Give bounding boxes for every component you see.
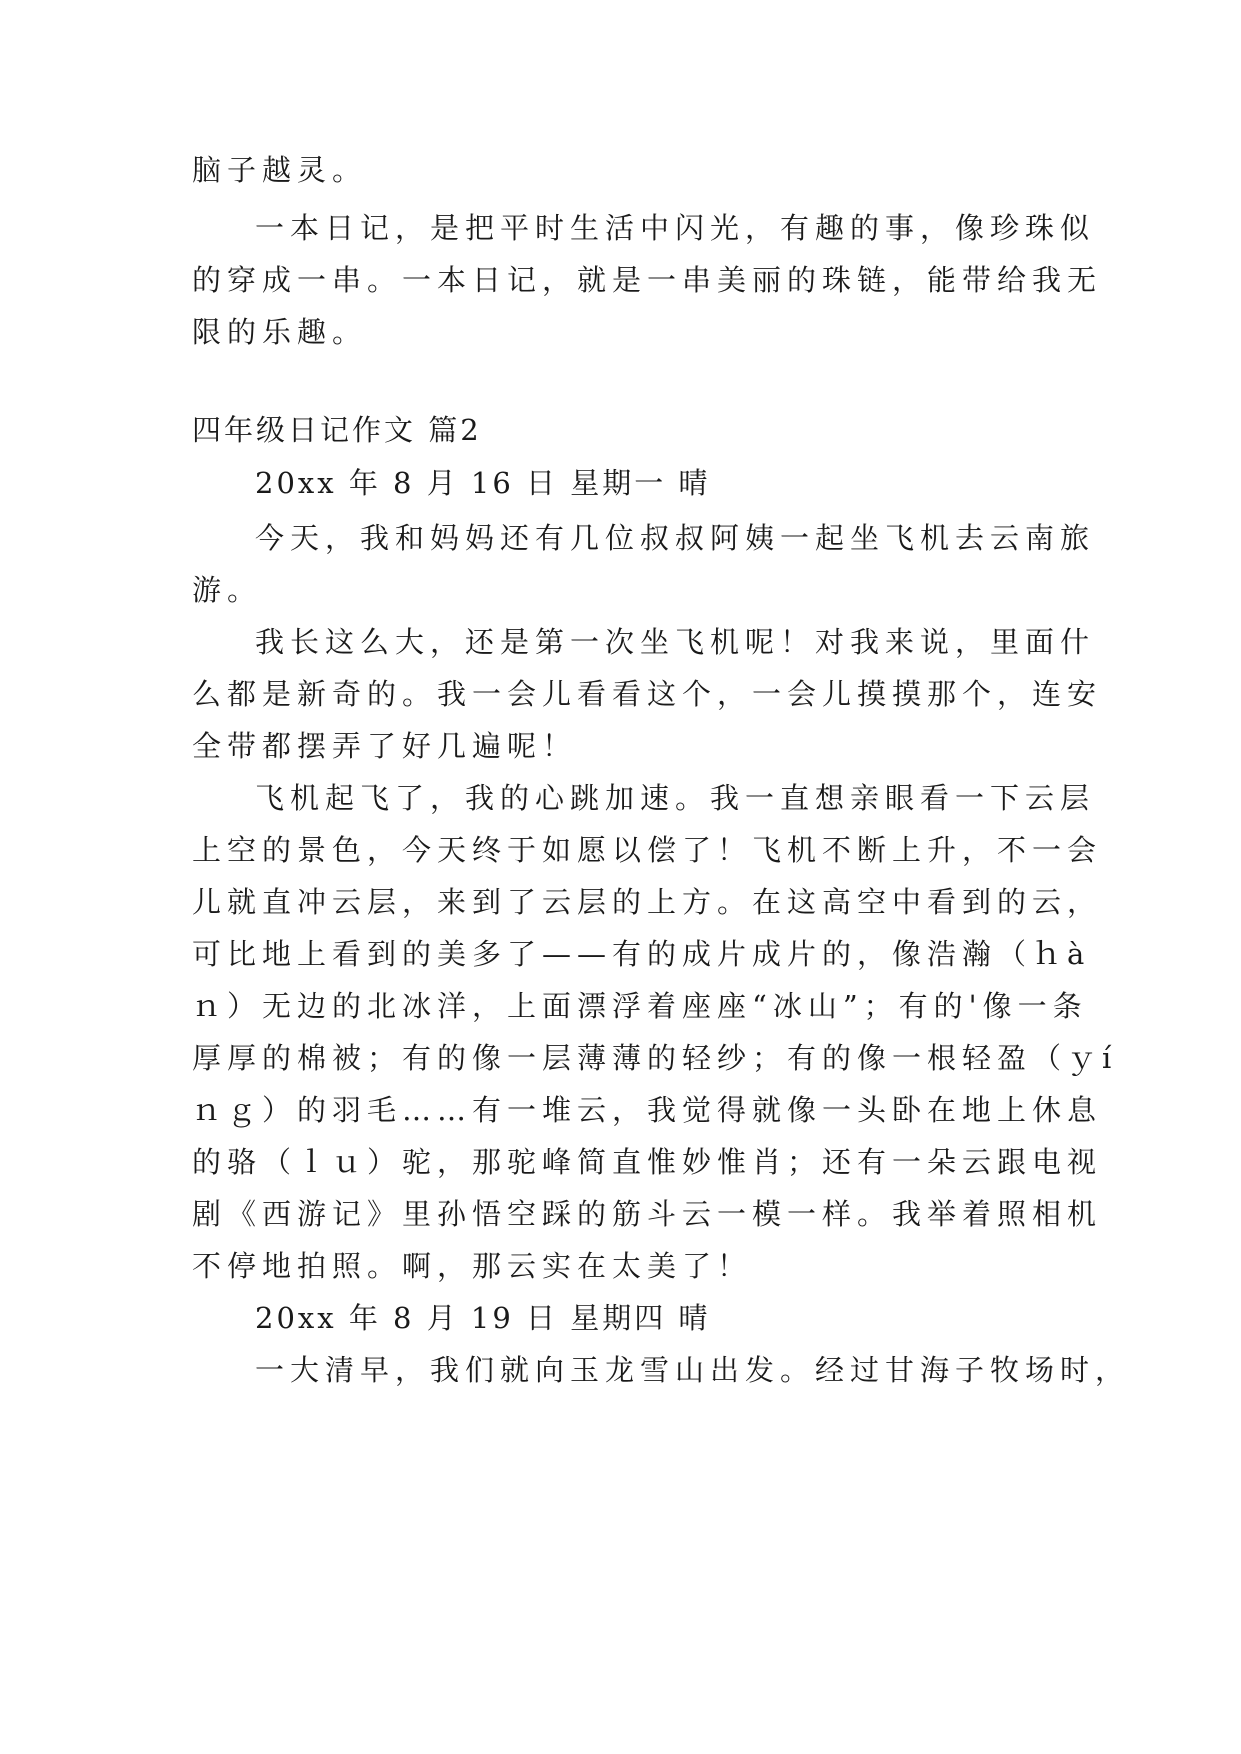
paragraph-line: 今天，我和妈妈还有几位叔叔阿姨一起坐飞机去云南旅 (255, 521, 1096, 555)
paragraph-line: 飞机起飞了，我的心跳加速。我一直想亲眼看一下云层 (255, 781, 1096, 815)
text-line: ｎ）无边的北冰洋，上面漂浮着座座“冰山”；有的'像一条 (192, 989, 1088, 1023)
diary-date: 20xx 年 8 月 19 日 星期四 晴 (255, 1301, 711, 1335)
text-line: 儿就直冲云层，来到了云层的上方。在这高空中看到的云， (192, 885, 1103, 919)
text-line: 的穿成一串。一本日记，就是一串美丽的珠链，能带给我无 (192, 263, 1103, 297)
paragraph-line: 我长这么大，还是第一次坐飞机呢！对我来说，里面什 (255, 625, 1096, 659)
text-line: 的骆（ｌｕ）驼，那驼峰简直惟妙惟肖；还有一朵云跟电视 (192, 1145, 1103, 1179)
section-heading: 四年级日记作文 篇2 (192, 413, 482, 447)
paragraph-line: 一本日记，是把平时生活中闪光，有趣的事，像珍珠似 (255, 211, 1096, 245)
text-line: 全带都摆弄了好几遍呢！ (192, 729, 578, 763)
text-line: 上空的景色，今天终于如愿以偿了！飞机不断上升，不一会 (192, 833, 1103, 867)
text-line: 厚厚的棉被；有的像一层薄薄的轻纱；有的像一根轻盈（ｙí (192, 1041, 1118, 1075)
text-line: ｎｇ）的羽毛……有一堆云，我觉得就像一头卧在地上休息 (192, 1093, 1103, 1127)
text-line: 可比地上看到的美多了——有的成片成片的，像浩瀚（ｈà (192, 937, 1091, 971)
text-line: 游。 (192, 573, 263, 607)
text-line: 剧《西游记》里孙悟空踩的筋斗云一模一样。我举着照相机 (192, 1197, 1103, 1231)
diary-date: 20xx 年 8 月 16 日 星期一 晴 (255, 466, 711, 500)
paragraph-line: 一大清早，我们就向玉龙雪山出发。经过甘海子牧场时， (255, 1353, 1131, 1387)
text-line: 脑子越灵。 (192, 153, 368, 187)
text-line: 限的乐趣。 (192, 315, 368, 349)
text-line: 么都是新奇的。我一会儿看看这个，一会儿摸摸那个，连安 (192, 677, 1103, 711)
text-line: 不停地拍照。啊，那云实在太美了！ (192, 1249, 753, 1283)
